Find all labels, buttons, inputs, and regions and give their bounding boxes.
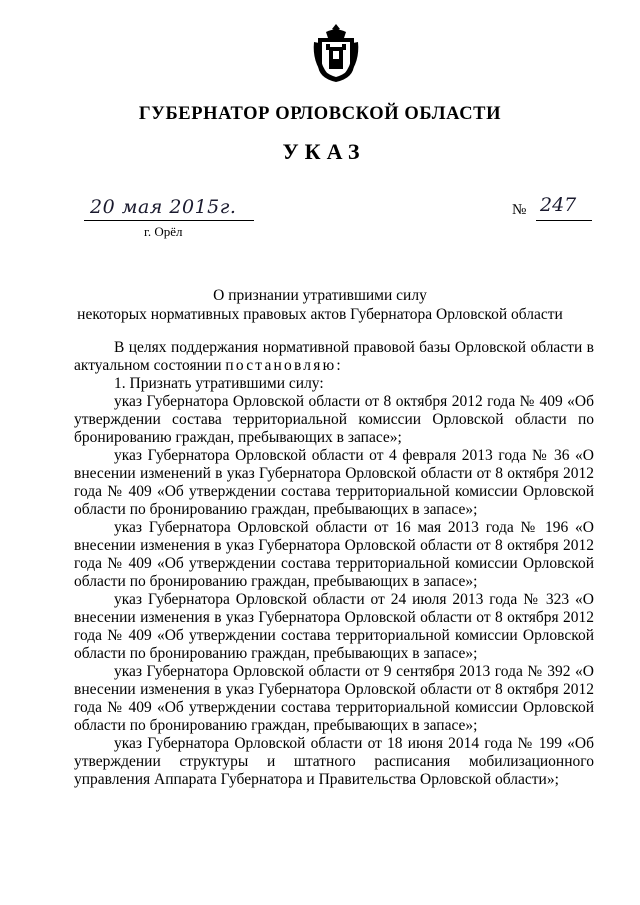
- list-item: указ Губернатора Орловской области от 9 сентября 2013 года № 392 «О внесении изменения в указ Губернатора Орловской области от 8 октября 2012 года № 409 «Об утверждении состава территориальной комиссии Орловской области по бронированию граждан, пребывающих в запасе»;: [74, 663, 594, 734]
- preamble-text: В целях поддержания нормативной правовой базы Орловской области в актуальном состоянии: [74, 339, 594, 374]
- document-subject: [0, 286, 640, 324]
- list-item: указ Губернатора Орловской области от 8 октября 2012 года № 409 «Об утверждении состава территориальной комиссии Орловской области по бронированию граждан, пребывающих в запасе»;: [74, 393, 594, 446]
- preamble-paragraph: [74, 339, 594, 375]
- document-body: [74, 339, 594, 789]
- number-label: №: [512, 202, 527, 218]
- issuing-authority-title: ГУБЕРНАТОР ОРЛОВСКОЙ ОБЛАСТИ: [138, 104, 502, 124]
- document-type-title: УКАЗ: [282, 139, 366, 164]
- number-underline: [536, 220, 592, 221]
- orel-oblast-coat-of-arms-icon: [312, 22, 360, 84]
- list-item: указ Губернатора Орловской области от 16 мая 2013 года № 196 «О внесении изменения в указ Губернатора Орловской области от 8 октября 2012 года № 409 «Об утверждении состава территориальной комиссии Орловской области по бронированию граждан, пребывающих в запасе»;: [74, 519, 594, 590]
- list-item: указ Губернатора Орловской области от 24 июля 2013 года № 323 «О внесении изменения в указ Губернатора Орловской области от 8 октября 2012 года № 409 «Об утверждении состава территориальной комиссии Орловской области по бронированию граждан, пребывающих в запасе»;: [74, 591, 594, 662]
- handwritten-number: 247: [540, 194, 577, 216]
- list-item: указ Губернатора Орловской области от 4 февраля 2013 года № 36 «О внесении изменений в указ Губернатора Орловской области от 8 октября 2012 года № 409 «Об утверждении состава территориальной комиссии Орловской области по бронированию граждан, пребывающих в запасе»;: [74, 447, 594, 518]
- city-label: г. Орёл: [144, 224, 183, 239]
- subject-line-1: О признании утратившими силу: [213, 287, 427, 304]
- subject-line-2: некоторых нормативных правовых актов Губернатора Орловской области: [77, 306, 563, 323]
- list-item: указ Губернатора Орловской области от 18 июня 2014 года № 199 «Об утверждении структуры и штатного расписания мобилизационного управления Аппарата Губернатора и Правительства Орловской области»;: [74, 735, 594, 788]
- date-underline: [84, 220, 254, 221]
- handwritten-date: 20 мая 2015г.: [90, 196, 237, 218]
- clause-1-heading: 1. Признать утратившими силу:: [114, 375, 324, 392]
- preamble-decree-word: постановляю: [225, 357, 337, 374]
- preamble-colon: :: [336, 357, 341, 374]
